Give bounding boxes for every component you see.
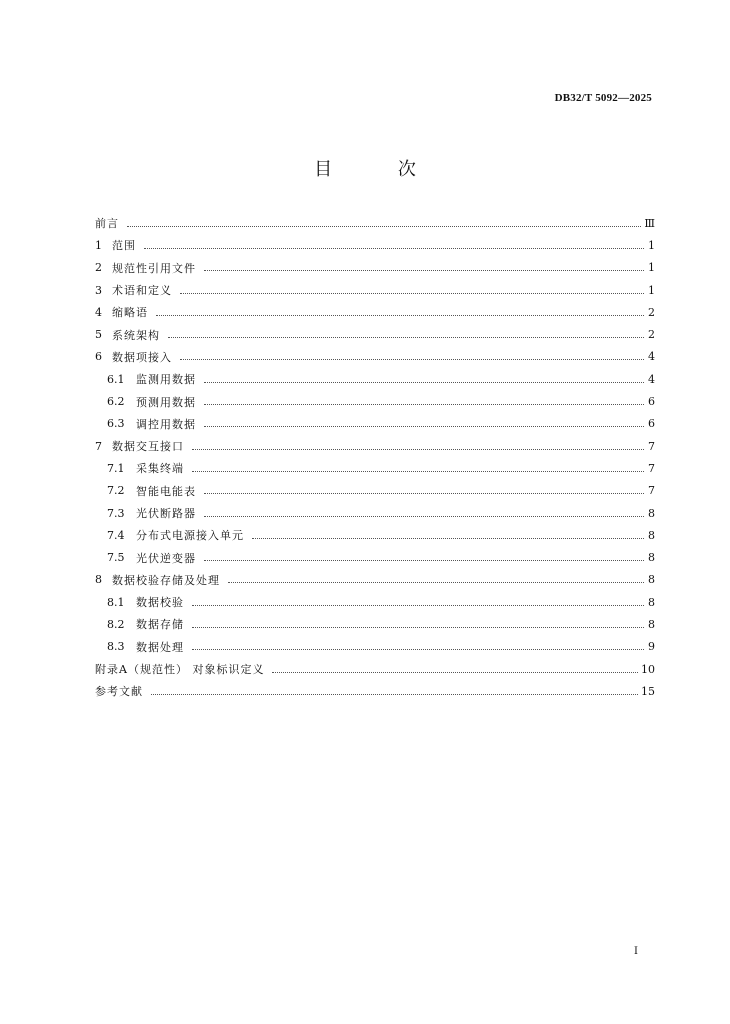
toc-entry[interactable]: [95, 234, 655, 256]
toc-entry[interactable]: [95, 346, 655, 368]
toc-entry-number: 8.1: [107, 595, 125, 609]
toc-entry-label: 术语和定义: [112, 284, 172, 298]
toc-entry[interactable]: [95, 613, 655, 635]
toc-entry-label: 分布式电源接入单元: [136, 529, 244, 543]
toc-entry[interactable]: [95, 435, 655, 457]
toc-entry[interactable]: [95, 212, 655, 234]
toc-entry[interactable]: [95, 546, 655, 568]
toc-leader-dots: [180, 353, 644, 360]
toc-entry-number: 5: [95, 328, 102, 342]
toc-entry-number: 6.1: [107, 372, 125, 386]
toc-entry-label: 光伏逆变器: [136, 551, 196, 565]
toc-entry-page: 4: [648, 372, 655, 386]
toc-entry-label: 监测用数据: [136, 373, 196, 387]
toc-entry-number: 7.2: [107, 484, 125, 498]
toc-entry-label: 数据交互接口: [112, 440, 184, 454]
toc-entry[interactable]: [95, 413, 655, 435]
toc-entry-page: 8: [648, 617, 655, 631]
toc-leader-dots: [192, 643, 644, 650]
toc-entry[interactable]: [95, 323, 655, 345]
toc-entry[interactable]: [95, 480, 655, 502]
toc-entry-page: 4: [648, 350, 655, 364]
toc-leader-dots: [204, 420, 644, 427]
toc-leader-dots: [192, 621, 644, 628]
document-code: DB32/T 5092—2025: [554, 92, 652, 104]
toc-entry[interactable]: [95, 502, 655, 524]
toc-leader-dots: [204, 554, 644, 561]
toc-leader-dots: [228, 576, 644, 583]
toc-entry-number: 3: [95, 283, 102, 297]
toc-entry-number: 7.1: [107, 461, 125, 475]
toc-entry-page: 6: [648, 417, 655, 431]
toc-leader-dots: [168, 331, 644, 338]
toc-entry-page: 8: [648, 573, 655, 587]
toc-leader-dots: [272, 666, 638, 673]
toc-entry-label: 规范性引用文件: [112, 261, 196, 275]
toc-entry-label: 数据处理: [136, 640, 184, 654]
toc-entry-label: 数据校验存储及处理: [112, 573, 220, 587]
toc-leader-dots: [204, 376, 644, 383]
toc-leader-dots: [204, 510, 644, 517]
toc-entry-label: 系统架构: [112, 328, 160, 342]
toc-leader-dots: [127, 220, 641, 227]
toc-leader-dots: [192, 443, 644, 450]
page-number: I: [634, 946, 638, 957]
toc-entry-number: 8.2: [107, 617, 125, 631]
toc-entry-number: 1: [95, 238, 102, 252]
toc-entry-number: 7.4: [107, 528, 125, 542]
toc-entry[interactable]: [95, 658, 655, 680]
toc-entry-number: 8.3: [107, 640, 125, 654]
toc-entry-page: 2: [648, 328, 655, 342]
page-title: 目 次: [314, 159, 446, 180]
toc-entry-label: 采集终端: [136, 462, 184, 476]
toc-entry-page: 15: [641, 684, 655, 698]
toc-entry-page: 6: [648, 395, 655, 409]
toc-entry[interactable]: [95, 457, 655, 479]
toc-leader-dots: [144, 242, 644, 249]
toc-entry-number: 7.3: [107, 506, 125, 520]
toc-entry[interactable]: [95, 368, 655, 390]
toc-entry-page: 2: [648, 305, 655, 319]
toc-entry-label: 调控用数据: [136, 417, 196, 431]
toc-entry[interactable]: [95, 680, 655, 702]
toc-leader-dots: [156, 309, 644, 316]
toc-leader-dots: [180, 287, 644, 294]
toc-entry[interactable]: [95, 524, 655, 546]
toc-entry[interactable]: [95, 257, 655, 279]
toc-entry-page: 7: [648, 461, 655, 475]
toc-entry-page: 7: [648, 484, 655, 498]
toc-entry-page: 10: [641, 662, 655, 676]
toc-entry[interactable]: [95, 279, 655, 301]
toc-entry-label: 附录A（规范性） 对象标识定义: [95, 663, 265, 677]
table-of-contents: [95, 212, 655, 703]
toc-entry-number: 6.3: [107, 417, 125, 431]
toc-entry-number: 8: [95, 573, 102, 587]
toc-entry-label: 数据校验: [136, 596, 184, 610]
toc-entry[interactable]: [95, 301, 655, 323]
toc-entry-page: 7: [648, 439, 655, 453]
toc-entry-page: 1: [648, 238, 655, 252]
toc-entry-page: 9: [648, 640, 655, 654]
toc-entry-label: 数据项接入: [112, 350, 172, 364]
toc-leader-dots: [204, 487, 644, 494]
toc-entry-label: 数据存储: [136, 618, 184, 632]
toc-entry-number: 6: [95, 350, 102, 364]
toc-leader-dots: [192, 465, 644, 472]
toc-entry[interactable]: [95, 569, 655, 591]
toc-entry-number: 4: [95, 305, 102, 319]
toc-entry-label: 光伏断路器: [136, 507, 196, 520]
toc-entry-label: 缩略语: [112, 306, 148, 320]
toc-entry-page: 8: [648, 528, 655, 542]
toc-entry-page: Ⅲ: [644, 216, 655, 230]
toc-entry-label: 预测用数据: [136, 395, 196, 409]
toc-leader-dots: [192, 599, 644, 606]
toc-entry-page: 1: [648, 261, 655, 275]
toc-entry-page: 1: [648, 283, 655, 297]
toc-entry-number: 2: [95, 261, 102, 275]
toc-entry-page: 8: [648, 595, 655, 609]
toc-entry-number: 7.5: [107, 551, 125, 565]
toc-entry[interactable]: [95, 591, 655, 613]
toc-entry-label: 范围: [112, 239, 136, 253]
toc-entry-number: 7: [95, 439, 102, 453]
toc-entry-number: 6.2: [107, 395, 125, 409]
toc-entry-page: 8: [648, 506, 655, 520]
toc-entry-page: 8: [648, 551, 655, 565]
toc-entry-label: 参考文献: [95, 685, 143, 699]
toc-entry[interactable]: [95, 636, 655, 658]
toc-leader-dots: [252, 532, 644, 539]
toc-entry[interactable]: [95, 390, 655, 412]
toc-entry-label: 智能电能表: [136, 484, 196, 498]
toc-leader-dots: [151, 688, 638, 695]
toc-entry-label: 前言: [95, 217, 119, 231]
toc-leader-dots: [204, 398, 644, 405]
toc-leader-dots: [204, 264, 644, 271]
